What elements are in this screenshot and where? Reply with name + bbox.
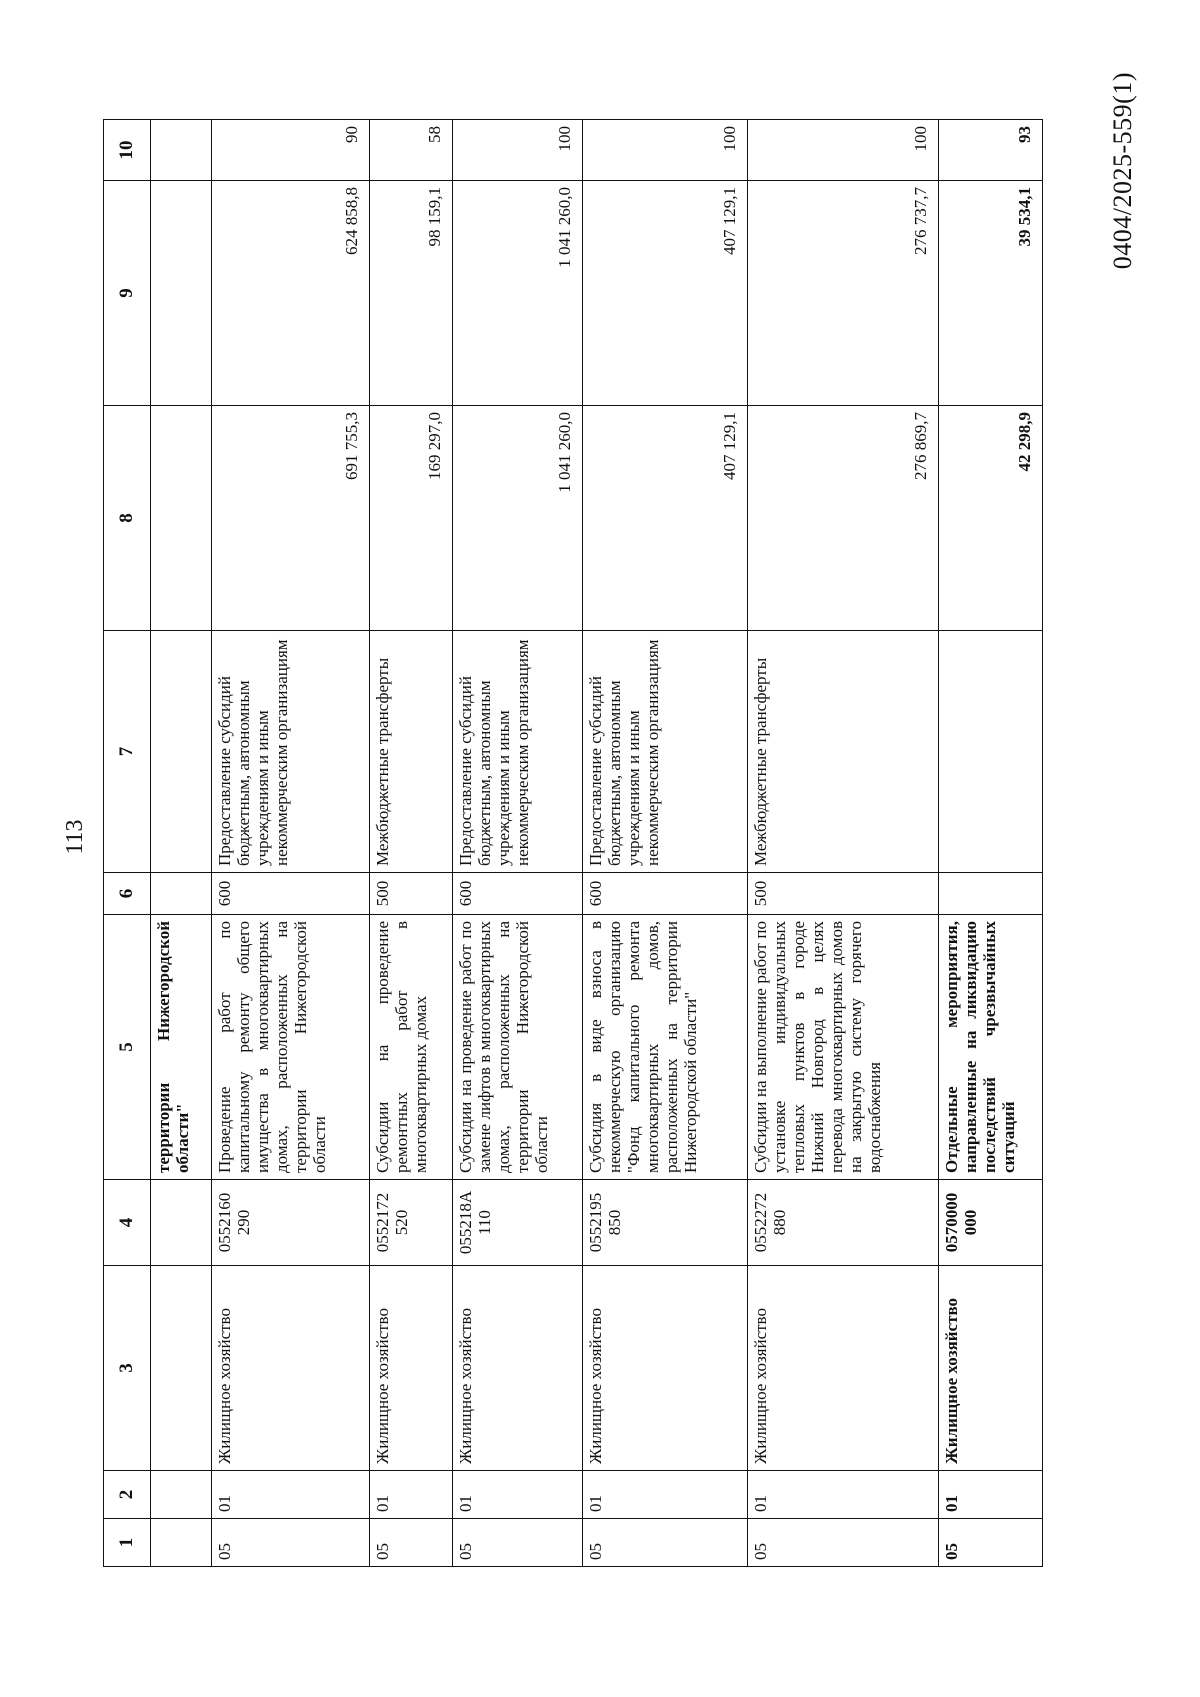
planned-amount: 276 869,7 [747,406,938,631]
executed-amount: 276 737,7 [747,181,938,406]
execution-percent: 100 [452,120,582,181]
expense-type-name [151,631,212,873]
execution-percent [151,120,212,181]
table-row [582,120,747,1567]
expense-type-name: Предоставление субсидий бюджетным, автономным учреждениям и иным некоммерческим организациям [211,631,369,873]
subsection-code: 01 [938,1471,1042,1519]
expense-type [938,873,1042,915]
executed-amount: 98 159,1 [370,181,452,406]
expense-type: 500 [370,873,452,915]
executed-amount: 624 858,8 [211,181,369,406]
executed-amount: 407 129,1 [582,181,747,406]
planned-amount [151,406,212,631]
subsection-code: 01 [211,1471,369,1519]
article-name: территории Нижегородской области" [151,915,212,1180]
section-code: 05 [938,1519,1042,1567]
planned-amount: 169 297,0 [370,406,452,631]
section-code: 05 [370,1519,452,1567]
section-code: 05 [582,1519,747,1567]
article-name: Субсидии на выполнение работ по установке индивидуальных тепловых пунктов в городе Нижний Новгород в целях перевода многоквартирных домов на закрытую систему горячего водоснабжения [747,915,938,1180]
budget-table [103,119,1043,1567]
section-code [151,1519,212,1567]
article-name: Отдельные мероприятия, направленные на ликвидацию последствий чрезвычайных ситуаций [938,915,1042,1180]
planned-amount: 42 298,9 [938,406,1042,631]
target-article: 0552195 850 [582,1180,747,1266]
target-article: 0552160 290 [211,1180,369,1266]
table-row [151,120,212,1567]
table-header-row [104,120,151,1567]
expense-type: 500 [747,873,938,915]
header-cell: 9 [104,181,151,406]
expense-type-name: Предоставление субсидий бюджетным, автономным учреждениям и иным некоммерческим организациям [582,631,747,873]
executed-amount: 39 534,1 [938,181,1042,406]
subsection-code: 01 [452,1471,582,1519]
target-article: 0552272 880 [747,1180,938,1266]
subsection-code: 01 [747,1471,938,1519]
header-cell: 3 [104,1266,151,1471]
expense-type-name: Межбюджетные трансферты [370,631,452,873]
article-name: Субсидия в виде взноса в некоммерческую организацию "Фонд капитального ремонта многоквартирных домов, расположенных на территории Нижегородской области" [582,915,747,1180]
executed-amount [151,181,212,406]
execution-percent: 100 [582,120,747,181]
section-code: 05 [452,1519,582,1567]
article-name: Проведение работ по капитальному ремонту общего имущества в многоквартирных домах, расположенных на территории Нижегородской области [211,915,369,1180]
subsection-code [151,1471,212,1519]
section-code: 05 [211,1519,369,1567]
execution-percent: 100 [747,120,938,181]
table-row [452,120,582,1567]
table-row [370,120,452,1567]
expense-type-name: Межбюджетные трансферты [747,631,938,873]
table-row [211,120,369,1567]
header-cell: 10 [104,120,151,181]
expense-type: 600 [582,873,747,915]
target-article: 0552172 520 [370,1180,452,1266]
article-name: Субсидии на проведение ремонтных работ в многоквартирных домах [370,915,452,1180]
section-name [151,1266,212,1471]
execution-percent: 58 [370,120,452,181]
header-cell: 6 [104,873,151,915]
article-name: Субсидии на проведение работ по замене лифтов в многоквартирных домах, расположенных на территории Нижегородской области [452,915,582,1180]
target-article [151,1180,212,1266]
section-name: Жилищное хозяйство [747,1266,938,1471]
header-cell: 5 [104,915,151,1180]
header-cell: 4 [104,1180,151,1266]
expense-type: 600 [452,873,582,915]
header-cell: 1 [104,1519,151,1567]
target-article: 0570000 000 [938,1180,1042,1266]
execution-percent: 90 [211,120,369,181]
expense-type: 600 [211,873,369,915]
document-code: 0404/2025-559(1) [1108,72,1137,270]
section-name: Жилищное хозяйство [452,1266,582,1471]
expense-type-name [938,631,1042,873]
subsection-code: 01 [370,1471,452,1519]
section-name: Жилищное хозяйство [582,1266,747,1471]
executed-amount: 1 041 260,0 [452,181,582,406]
target-article: 055218A 110 [452,1180,582,1266]
execution-percent: 93 [938,120,1042,181]
header-cell: 2 [104,1471,151,1519]
header-cell: 8 [104,406,151,631]
section-code: 05 [747,1519,938,1567]
page-number: 113 [62,819,88,855]
planned-amount: 407 129,1 [582,406,747,631]
planned-amount: 691 755,3 [211,406,369,631]
section-name: Жилищное хозяйство [370,1266,452,1471]
expense-type [151,873,212,915]
section-name: Жилищное хозяйство [211,1266,369,1471]
expense-type-name: Предоставление субсидий бюджетным, автономным учреждениям и иным некоммерческим организациям [452,631,582,873]
subsection-code: 01 [582,1471,747,1519]
planned-amount: 1 041 260,0 [452,406,582,631]
table-row [938,120,1042,1567]
section-name: Жилищное хозяйство [938,1266,1042,1471]
header-cell: 7 [104,631,151,873]
table-row [747,120,938,1567]
